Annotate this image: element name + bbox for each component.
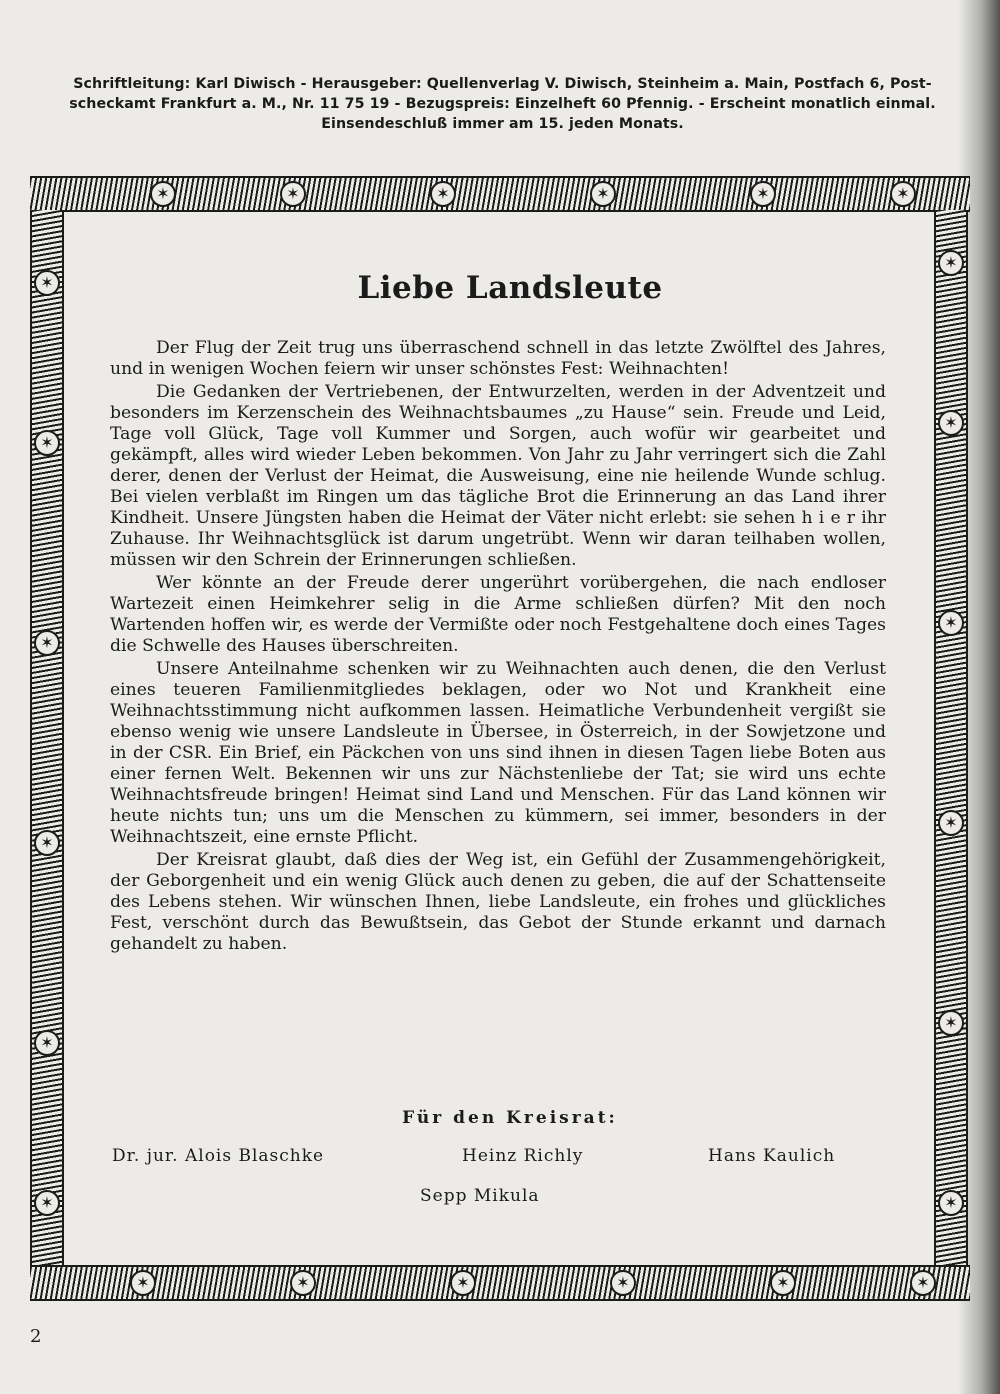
page-number: 2 [30, 1326, 42, 1347]
paragraph: Unsere Anteilnahme schenken wir zu Weihnachten auch denen, die den Verlust eines teueren Familienmitgliedes beklagen, oder wo Not und Krankheit eine Weihnachtsstimmung nicht aufkommen lassen. Heimatliche Verbundenheit vergißt sie ebenso wenig wie unsere Landsleute in Übersee, in Österreich, in der Sowjetzone und in der CSR. Ein Brief, ein Päckchen von uns sind ihnen in diesen Tagen liebe Boten aus einer fernen Welt. Bekennen wir uns zur Nächstenliebe der Tat; sie wird uns echte Weihnachtsfreude bringen! Heimat sind Land und Menschen. Für das Land können wir heute nichts tun; uns um die Menschen zu kümmern, sei immer, besonders in der Weihnachtszeit, eine ernste Pflicht. [110, 659, 886, 847]
ornamental-border-right [934, 210, 968, 1268]
signatory-name: Hans Kaulich [708, 1146, 836, 1166]
signatory-name: Sepp Mikula [420, 1186, 540, 1206]
candle-ornament-icon: ✶ [938, 250, 964, 276]
ornamental-border-top [30, 176, 970, 212]
signatory-name: Dr. jur. Alois Blaschke [112, 1146, 325, 1166]
bell-ornament-icon: ✶ [938, 610, 964, 636]
paragraph: Der Flug der Zeit trug uns überraschend schnell in das letzte Zwölftel des Jahres, und in wenigen Wochen feiern wir unser schönstes Fest: Weihnachten! [110, 338, 886, 379]
letter-body [110, 338, 886, 957]
star-ornament-icon: ✶ [938, 410, 964, 436]
page-title: Liebe Landsleute [357, 270, 663, 306]
star-ornament-icon: ✶ [750, 181, 776, 207]
masthead-line-1: Schriftleitung: Karl Diwisch - Herausgeber: Quellenverlag V. Diwisch, Steinheim a. Main, Postfach 6, Post- [73, 76, 932, 92]
star-ornament-icon: ✶ [938, 1190, 964, 1216]
ornamental-border-bottom [30, 1265, 970, 1301]
masthead [30, 74, 975, 134]
paragraph: Der Kreisrat glaubt, daß dies der Weg ist, ein Gefühl der Zusammengehörigkeit, der Geborgenheit und ein wenig Glück auch denen zu geben, die auf der Schattenseite des Lebens stehen. Wir wünschen Ihnen, liebe Landsleute, ein frohes und glückliches Fest, verschönt durch das Bewußtsein, das Gebot der Stunde erkannt und darnach gehandelt zu haben. [110, 850, 886, 954]
bell-ornament-icon: ✶ [910, 1270, 936, 1296]
star-ornament-icon: ✶ [280, 181, 306, 207]
candle-ornament-icon: ✶ [34, 1030, 60, 1056]
masthead-line-2: scheckamt Frankfurt a. M., Nr. 11 75 19 - Bezugspreis: Einzelheft 60 Pfennig. - Erscheint monatlich einmal. [69, 96, 936, 112]
bell-ornament-icon: ✶ [890, 181, 916, 207]
signatory-name: Heinz Richly [462, 1146, 584, 1166]
bell-ornament-icon: ✶ [34, 630, 60, 656]
signoff-heading: Für den Kreisrat: [402, 1108, 618, 1128]
bell-ornament-icon: ✶ [938, 1010, 964, 1036]
paragraph: Wer könnte an der Freude derer ungerührt vorübergehen, die nach endloser Wartezeit einen Heimkehrer selig in die Arme schließen dürfen? Mit den noch Wartenden hoffen wir, es werde der Vermißte oder noch Festgehaltene doch eines Tages die Schwelle des Hauses überschreiten. [110, 573, 886, 656]
candle-ornament-icon: ✶ [450, 1270, 476, 1296]
paragraph: Die Gedanken der Vertriebenen, der Entwurzelten, werden in der Adventzeit und besonders im Kerzenschein des Weihnachtsbaumes „zu Hause“ sein. Freude und Leid, Tage voll Glück, Tage voll Kummer und Sorgen, auch wofür wir gearbeitet und gekämpft, alles wird wieder Leben bekommen. Von Jahr zu Jahr verringert sich die Zahl derer, denen der Verlust der Heimat, die Ausweisung, eine nie heilende Wunde schlug. Bei vielen verblaßt im Ringen um das tägliche Brot die Erinnerung an das Land ihrer Kindheit. Unsere Jüngsten haben die Heimat der Väter nicht erlebt: sie sehen h i e r ihr Zuhause. Ihr Weihnachtsglück ist darum ungetrübt. Wenn wir daran teilhaben wollen, müssen wir den Schrein der Erinnerungen schließen. [110, 382, 886, 570]
candle-ornament-icon: ✶ [430, 181, 456, 207]
star-ornament-icon: ✶ [34, 830, 60, 856]
star-ornament-icon: ✶ [290, 1270, 316, 1296]
ornamental-border-left [30, 210, 64, 1268]
bell-ornament-icon: ✶ [590, 181, 616, 207]
star-ornament-icon: ✶ [770, 1270, 796, 1296]
masthead-line-3: Einsendeschluß immer am 15. jeden Monats. [321, 116, 684, 132]
bell-ornament-icon: ✶ [34, 1190, 60, 1216]
candle-ornament-icon: ✶ [34, 430, 60, 456]
star-ornament-icon: ✶ [34, 270, 60, 296]
candle-ornament-icon: ✶ [938, 810, 964, 836]
bell-ornament-icon: ✶ [150, 181, 176, 207]
bell-ornament-icon: ✶ [610, 1270, 636, 1296]
bell-ornament-icon: ✶ [130, 1270, 156, 1296]
